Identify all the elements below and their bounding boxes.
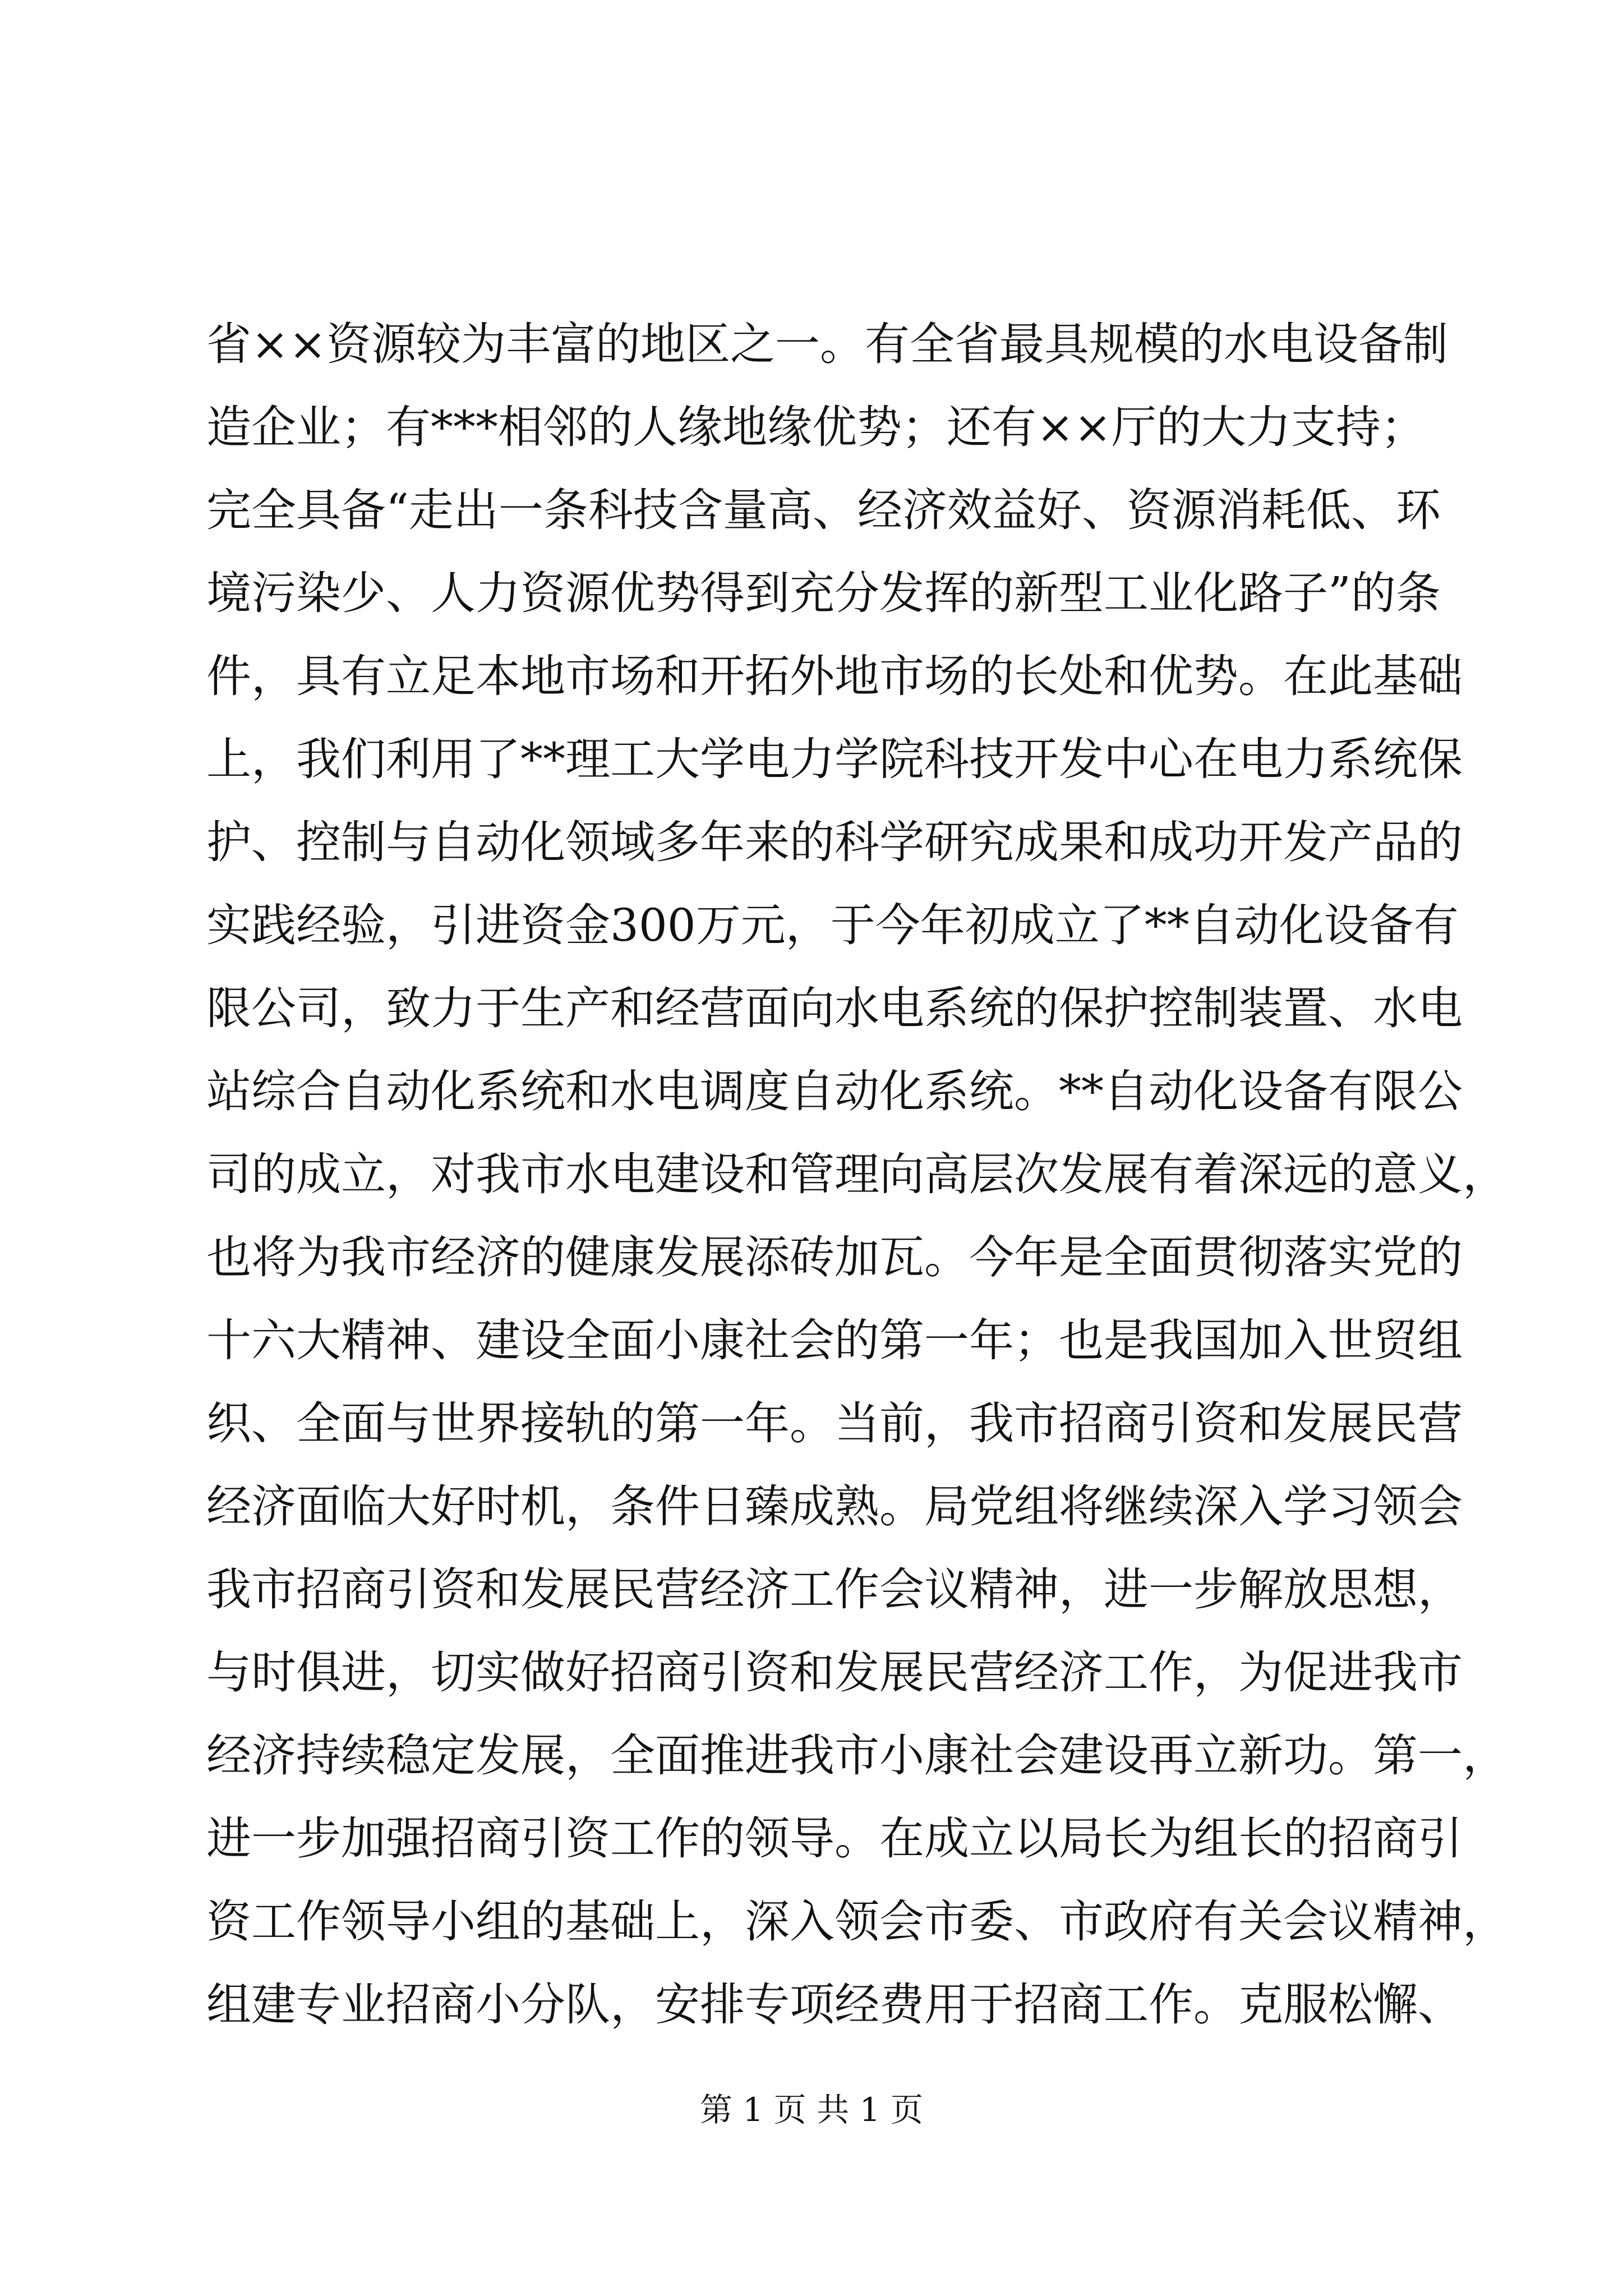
text-line: 造企业；有***相邻的人缘地缘优势；还有××厅的大力支持； (206, 401, 1426, 453)
text-line: 站综合自动化系统和水电调度自动化系统。**自动化设备有限公 (206, 1065, 1463, 1117)
text-line: 司的成立，对我市水电建设和管理向高层次发展有着深远的意义， (206, 1148, 1507, 1200)
text-line: 资工作领导小组的基础上，深入领会市委、市政府有关会议精神， (206, 1895, 1507, 1948)
text-line: 组建专业招商小分队，安排专项经费用于招商工作。克服松懈、 (206, 1978, 1463, 2031)
text-line: 件，具有立足本地市场和开拓外地市场的长处和优势。在此基础 (206, 650, 1463, 702)
text-line: 省××资源较为丰富的地区之一。有全省最具规模的水电设备制 (206, 318, 1449, 370)
text-line: 与时俱进，切实做好招商引资和发展民营经济工作，为促进我市 (206, 1646, 1463, 1699)
text-line: 也将为我市经济的健康发展添砖加瓦。今年是全面贯彻落实党的 (206, 1231, 1463, 1283)
text-line: 经济面临大好时机，条件日臻成熟。局党组将继续深入学习领会 (206, 1480, 1463, 1533)
page-number-footer: 第 1 页 共 1 页 (700, 2091, 923, 2129)
text-line: 进一步加强招商引资工作的领导。在成立以局长为组长的招商引 (206, 1812, 1463, 1865)
text-line: 完全具备“走出一条科技含量高、经济效益好、资源消耗低、环 (206, 484, 1441, 536)
text-line: 限公司，致力于生产和经营面向水电系统的保护控制装置、水电 (206, 982, 1463, 1034)
text-line: 我市招商引资和发展民营经济工作会议精神，进一步解放思想， (206, 1563, 1463, 1616)
text-line: 实践经验，引进资金300万元，于今年初成立了**自动化设备有 (206, 899, 1459, 951)
text-line: 护、控制与自动化领域多年来的科学研究成果和成功开发产品的 (206, 816, 1463, 868)
text-line: 织、全面与世界接轨的第一年。当前，我市招商引资和发展民营 (206, 1397, 1463, 1450)
text-line: 上，我们利用了**理工大学电力学院科技开发中心在电力系统保 (206, 733, 1463, 785)
document-body (206, 303, 1507, 2046)
text-line: 十六大精神、建设全面小康社会的第一年；也是我国加入世贸组 (206, 1314, 1463, 1366)
text-line: 经济持续稳定发展，全面推进我市小康社会建设再立新功。第一， (206, 1729, 1507, 1782)
text-line: 境污染少、人力资源优势得到充分发挥的新型工业化路子”的条 (206, 567, 1441, 619)
